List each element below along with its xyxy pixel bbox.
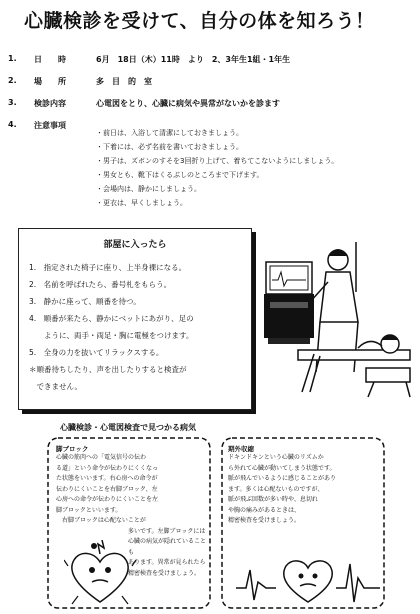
text-line: ドキンドキンという心臓のリズムか: [228, 454, 324, 461]
room-step: 2. 名前を呼ばれたら、番号札をもらう。: [29, 280, 172, 289]
room-step: できません。: [29, 382, 82, 391]
item-number: 1.: [8, 54, 17, 63]
text-line: る道」という命令が伝わりにくくなっ: [56, 464, 159, 472]
note-item: ・ 男子は、ズボンのすそを3回折り上げて、着ちてこないようにしましょう。: [96, 154, 338, 168]
item-number: 2.: [8, 76, 17, 85]
text-line: 心臓の病気が隠れていることも: [128, 538, 207, 556]
item-value: 心電図をとり、心臓に病気や異常がないかを診ます: [96, 99, 280, 108]
note-item: ・ 下着には、必ず名前を書いておきましょう。: [96, 140, 338, 154]
note-item: ・ 男女とも、靴下はくるぶしのところまで下げます。: [96, 168, 338, 182]
room-step: 1. 指定された椅子に座り、上半身裸になる。: [29, 263, 187, 272]
extrasystole-section: [228, 444, 378, 527]
room-box-title: 部屋に入ったら: [103, 240, 167, 250]
item-value: 多 目 的 室: [96, 77, 152, 86]
heart-character-right-illustration: [236, 548, 380, 608]
text-line: ます。多くは心配ないものですが、: [228, 485, 324, 493]
room-step: ＊順番待ちしたり、声を出したりすると検査が: [29, 365, 187, 374]
text-line: 精密検査を受けましょう。: [128, 569, 201, 577]
item-number: 4.: [8, 120, 17, 129]
section-text: [228, 453, 378, 527]
note-item: ・ 更衣は、早くしましょう。: [96, 196, 338, 210]
text-line: た状態をいいます。右心房への命令が: [56, 475, 158, 482]
text-line: 右脚ブロックは心配ないことが: [56, 517, 146, 524]
room-steps: [29, 259, 194, 395]
room-step: ように、両手・両足・胸に電極をつけます。: [29, 331, 194, 340]
note-item: ・ 会場内は、静かにしましょう。: [96, 182, 338, 196]
text-line: 脈が飛んでいるように感じることがあり: [228, 475, 337, 482]
room-instructions-box: [18, 228, 252, 410]
item-label: 場 所: [34, 77, 70, 86]
heart-character-left-illustration: [64, 540, 136, 608]
page-title: 心臓検診を受けて、自分の体を知ろう！: [24, 10, 375, 32]
room-step: 5. 全身の力を抜いてリラックスする。: [29, 348, 164, 357]
text-line: 伝わりにくいことを右脚ブロック、左: [56, 485, 158, 493]
notes-list: [96, 126, 338, 210]
item-label: 日 時: [34, 55, 70, 64]
room-step: 4. 順番が来たら、静かにベットにあがり、足の: [29, 314, 194, 323]
item-label: 注意事項: [34, 121, 66, 130]
room-step: 3. 静かに座って、順番を待つ。: [29, 297, 141, 306]
text-line: あります。異常が見られたら: [128, 559, 206, 566]
ecg-exam-illustration: [258, 232, 416, 402]
item-number: 3.: [8, 98, 17, 107]
section-heading: 脚ブロック: [56, 445, 89, 453]
text-line: 脈が飛ぶ回数が多い時や、息切れ: [228, 496, 318, 503]
note-item: ・ 前日は、入浴して清潔にしておきましょう。: [96, 126, 338, 140]
text-line: 多いです。左脚ブロックには: [128, 527, 206, 535]
text-line: ら外れて心臓が動いてしまう状態です。: [228, 464, 336, 472]
section-heading: 期外収縮: [228, 445, 254, 453]
item-label: 検診内容: [34, 99, 66, 108]
text-line: 脚ブロックといいます。: [56, 506, 122, 514]
text-line: や胸の痛みがあるときは、: [228, 506, 301, 514]
text-line: 精密検査を受けましょう。: [228, 517, 301, 524]
text-line: 心臓の筋肉への「電気信号の伝わ: [56, 454, 147, 461]
diseases-heading: 心臓検診・心電図検査で見つかる病気: [60, 423, 196, 432]
item-value: 6月 18日（木）11時 より 2、3年生1組・1年生: [96, 55, 291, 64]
text-line: 心房への命令が伝わりにくいことを左: [56, 496, 159, 503]
